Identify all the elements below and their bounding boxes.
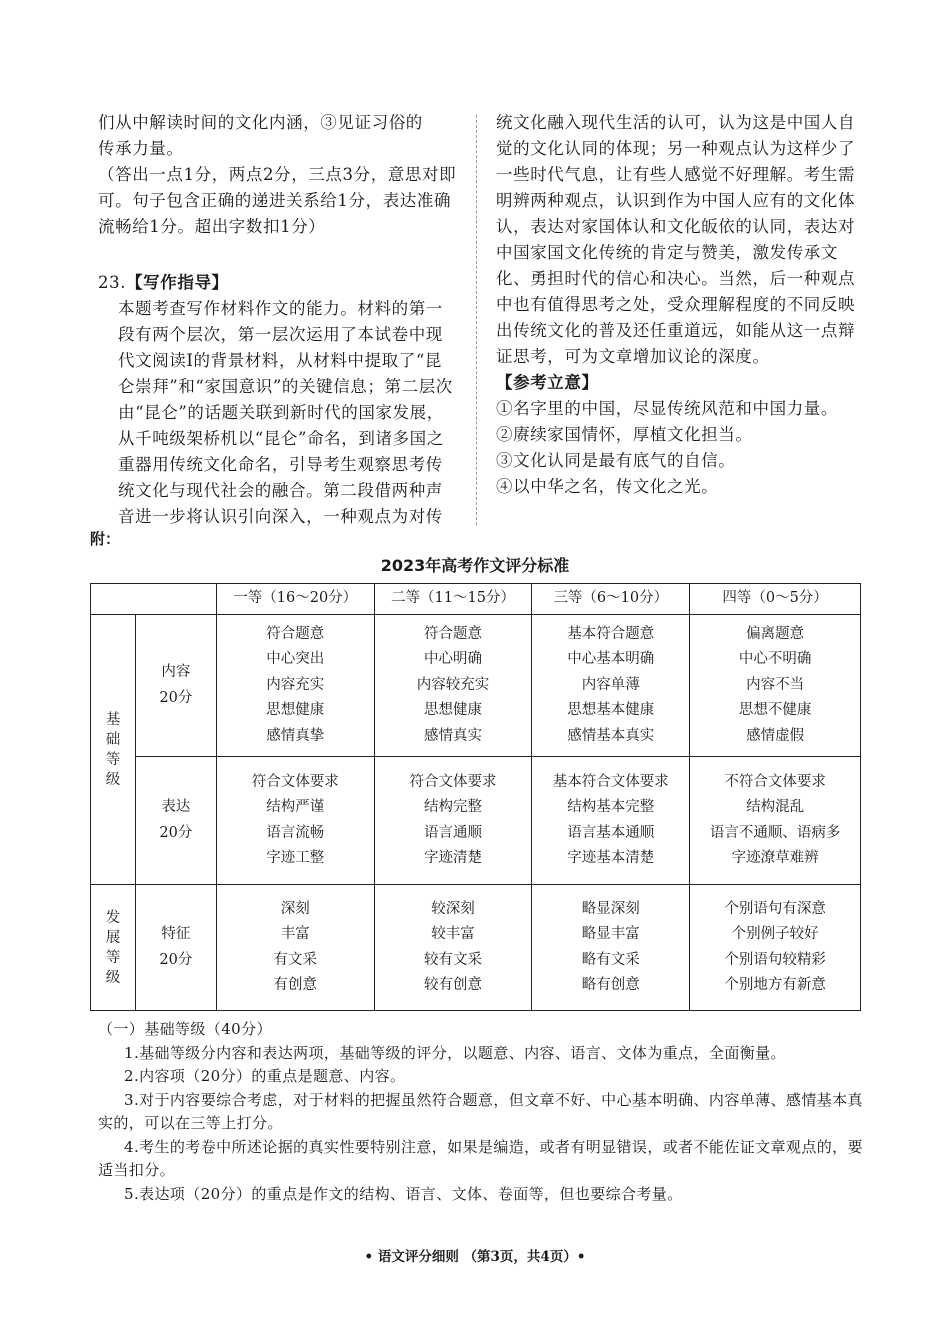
group-label-development: 发 展 等 级: [91, 885, 136, 1011]
criteria-cell: 符合题意 中心明确 内容较充实 思想健康 感情真实: [374, 615, 532, 757]
q23-title: 【写作指导】: [126, 273, 229, 292]
item-cell: 内容 20分: [135, 615, 216, 757]
reference-item: ①名字里的中国，尽显传统风范和中国力量。: [496, 399, 838, 418]
criteria-cell: 符合文体要求 结构严谨 语言流畅 字迹工整: [216, 757, 374, 885]
reference-item: ④以中华之名，传文化之光。: [496, 477, 719, 496]
note-item: 2.内容项（20分）的重点是题意、内容。: [124, 1067, 406, 1085]
continuation-line: 传承力量。: [98, 139, 184, 158]
q23-body: 本题考查写作材料作文的能力。材料的第一段有两个层次，第一层次运用了本试卷中现代文阅读Ⅰ的背景材料，从材料中提取了“昆仑崇拜”和“家国意识”的关键信息；第二层次由“昆仑”的话题关联到新时代的国家发展，从千吨级架桥机以“昆仑”命名，到诸多国之重器用传统文化命名，引导考生观察思考传统文化与现代社会的融合。第二段借两种声音进一步将认识引向深入，一种观点为对传: [118, 299, 453, 526]
header-cell: 三等（6～10分）: [532, 584, 690, 615]
item-cell: 表达 20分: [135, 757, 216, 885]
criteria-cell: 符合文体要求 结构完整 语言通顺 字迹清楚: [374, 757, 532, 885]
notes-heading: （一）基础等级（40分）: [98, 1020, 272, 1038]
criteria-cell: 个别语句有深意 个别例子较好 个别语句较精彩 个别地方有新意: [690, 885, 861, 1011]
note-item: 1.基础等级分内容和表达两项，基础等级的评分，以题意、内容、语言、文体为重点，全面衡量。: [124, 1043, 786, 1062]
header-cell: 四等（0～5分）: [690, 584, 861, 615]
criteria-cell: 略显深刻 略显丰富 略有文采 略有创意: [532, 885, 690, 1011]
item-cell: 特征 20分: [135, 885, 216, 1011]
criteria-cell: 基本符合文体要求 结构基本完整 语言基本通顺 字迹基本清楚: [532, 757, 690, 885]
criteria-cell: 偏离题意 中心不明确 内容不当 思想不健康 感情虚假: [690, 615, 861, 757]
right-column: [496, 110, 864, 500]
q23-number: 23.: [98, 273, 127, 292]
table-title: 2023年高考作文评分标准: [380, 556, 570, 575]
criteria-cell: 基本符合题意 中心基本明确 内容单薄 思想基本健康 感情基本真实: [532, 615, 690, 757]
note-item: 5.表达项（20分）的重点是作文的结构、语言、文体、卷面等，但也要综合考量。: [124, 1184, 683, 1203]
table-row: [91, 615, 861, 757]
note-item: 3.对于内容要综合考虑，对于材料的把握虽然符合题意，但文章不好、中心基本明确、内容单薄、感情基本真实的，可以在三等上打分。: [98, 1090, 863, 1132]
header-row: [91, 584, 861, 615]
table-row: [91, 757, 861, 885]
scoring-note: （答出一点1分，两点2分，三点3分，意思对即可。句子包含正确的递进关系给1分，表达准确流畅给1分。超出字数扣1分）: [98, 165, 457, 236]
page-footer: • 语文评分细则 （第3页，共4页）•: [364, 1249, 586, 1265]
column-divider: [476, 115, 477, 525]
continuation-line: 们从中解读时间的文化内涵，③见证习俗的: [98, 113, 423, 132]
header-cell: 二等（11～15分）: [374, 584, 532, 615]
reference-item: ③文化认同是最有底气的自信。: [496, 451, 736, 470]
reference-item: ②赓续家国情怀，厚植文化担当。: [496, 425, 753, 444]
q23-heading: [98, 270, 458, 296]
header-cell: 一等（16～20分）: [216, 584, 374, 615]
left-column: [98, 110, 458, 530]
group-label-basic: 基 础 等 级: [91, 615, 136, 885]
note-item: 4.考生的考卷中所述论据的真实性要特别注意，如果是编造，或者有明显错误，或者不能佐证文章观点的，要适当扣分。: [98, 1137, 863, 1179]
criteria-cell: 符合题意 中心突出 内容充实 思想健康 感情真挚: [216, 615, 374, 757]
scoring-notes: [98, 1018, 868, 1206]
attachment-label: 附：: [90, 530, 121, 548]
reference-heading: 【参考立意】: [496, 373, 599, 392]
criteria-cell: 不符合文体要求 结构混乱 语言不通顺、语病多 字迹潦草难辨: [690, 757, 861, 885]
criteria-cell: 深刻 丰富 有文采 有创意: [216, 885, 374, 1011]
table-row: [91, 885, 861, 1011]
criteria-cell: 较深刻 较丰富 较有文采 较有创意: [374, 885, 532, 1011]
q23-body-continued: 统文化融入现代生活的认可，认为这是中国人自觉的文化认同的体现；另一种观点认为这样少了一些时代气息，让有些人感觉不好理解。考生需明辨两种观点，认识到作为中国人应有的文化体认，表达对家国体认和文化皈依的认同，表达对中国家国文化传统的肯定与赞美，激发传承文化、勇担时代的信心和决心。当然，后一种观点中也有值得思考之处，受众理解程度的不同反映出传统文化的普及还任重道远，如能从这一点辩证思考，可为文章增加议论的深度。: [496, 113, 856, 366]
corner-cell: [91, 584, 217, 615]
grading-table: [90, 583, 861, 1011]
